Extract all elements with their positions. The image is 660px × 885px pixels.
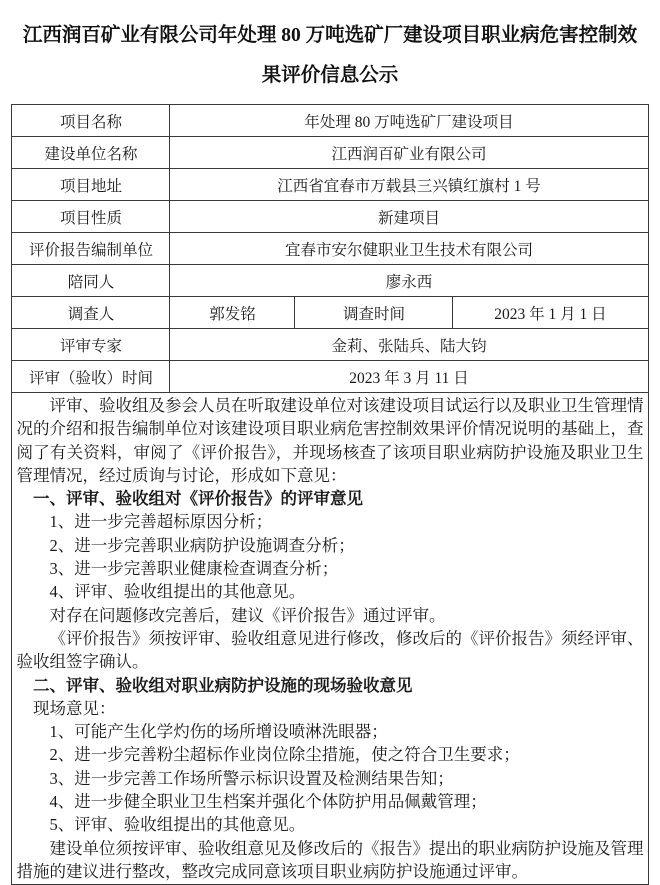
section2-item: 1、可能产生化学灼伤的场所增设喷淋洗眼器； — [49, 722, 388, 742]
row-project-nature — [12, 201, 648, 233]
section2-item: 3、进一步完善工作场所警示标识设置及检测结果告知； — [49, 768, 454, 788]
section1-item: 4、评审、验收组提出的其他意见。 — [49, 582, 306, 602]
row-opinion — [12, 393, 648, 885]
section1-item: 2、进一步完善职业病防护设施调查分析； — [49, 535, 355, 555]
row-value: 江西润百矿业有限公司 — [170, 137, 648, 169]
row-project-address — [12, 169, 648, 201]
row-value: 金莉、张陆兵、陆大钧 — [170, 329, 648, 361]
section2-heading: 二、评审、验收组对职业病防护设施的现场验收意见 — [32, 675, 413, 695]
row-review-time — [12, 361, 648, 393]
section1-heading: 一、评审、验收组对《评价报告》的评审意见 — [32, 489, 363, 509]
section2-item: 4、进一步健全职业卫生档案并强化个体防护用品佩戴管理； — [49, 792, 487, 812]
section1-item: 3、进一步完善职业健康检查调查分析； — [49, 559, 339, 579]
opinion-cell — [12, 393, 648, 885]
row-investigator — [12, 297, 648, 329]
row-label: 评审专家 — [12, 329, 170, 361]
section1-conclusion: 《评价报告》须按评审、验收组意见进行修改，修改后的《评价报告》须经评审、验收组签字确认。 — [16, 628, 644, 672]
page-title: 江西润百矿业有限公司年处理 80 万吨选矿厂建设项目职业病危害控制效果评价信息公示 — [22, 25, 638, 86]
investigation-time-label: 调查时间 — [295, 297, 453, 329]
section1-conclusion: 对存在问题修改完善后，建议《评价报告》通过评审。 — [49, 605, 446, 625]
row-value: 江西省宜春市万载县三兴镇红旗村 1 号 — [170, 169, 648, 201]
section2-subheading: 现场意见： — [32, 698, 116, 718]
row-label: 调查人 — [12, 297, 170, 329]
row-label: 项目地址 — [12, 169, 170, 201]
row-company-name — [12, 137, 648, 169]
section2-item: 2、进一步完善粉尘超标作业岗位除尘措施，使之符合卫生要求； — [49, 745, 520, 765]
investigator-name: 郭发铭 — [170, 297, 295, 329]
row-label: 项目性质 — [12, 201, 170, 233]
row-label: 评审（验收）时间 — [12, 361, 170, 393]
investigation-time-value: 2023 年 1 月 1 日 — [453, 297, 648, 329]
section2-item: 5、评审、验收组提出的其他意见。 — [49, 815, 306, 835]
row-value: 宜春市安尔健职业卫生技术有限公司 — [170, 233, 648, 265]
row-review-experts — [12, 329, 648, 361]
row-label: 建设单位名称 — [12, 137, 170, 169]
section2-conclusion: 建设单位须按评审、验收组意见及修改后的《报告》提出的职业病防护设施及管理措施的建议进行整改，整改完成同意该项目职业病防护设施通过评审。 — [16, 838, 644, 881]
row-value: 年处理 80 万吨选矿厂建设项目 — [170, 105, 648, 137]
row-value: 新建项目 — [170, 201, 648, 233]
row-report-agency — [12, 233, 648, 265]
row-value: 2023 年 3 月 11 日 — [170, 361, 648, 393]
row-label: 评价报告编制单位 — [12, 233, 170, 265]
row-accompanying-person — [12, 265, 648, 297]
row-label: 陪同人 — [12, 265, 170, 297]
row-project-name — [12, 105, 648, 137]
row-label: 项目名称 — [12, 105, 170, 137]
row-value: 廖永西 — [170, 265, 648, 297]
opinion-intro: 评审、验收组及参会人员在听取建设单位对该建设项目试运行以及职业卫生管理情况的介绍和报告编制单位对该建设项目职业病危害控制效果评价情况说明的基础上，查阅了有关资料，审阅了《评价报告》，并现场核查了该项目职业病防护设施及职业卫生管理情况，经过质询与讨论，形成如下意见： — [16, 396, 644, 485]
project-info-table — [11, 104, 648, 885]
section1-item: 1、进一步完善超标原因分析； — [49, 512, 273, 532]
